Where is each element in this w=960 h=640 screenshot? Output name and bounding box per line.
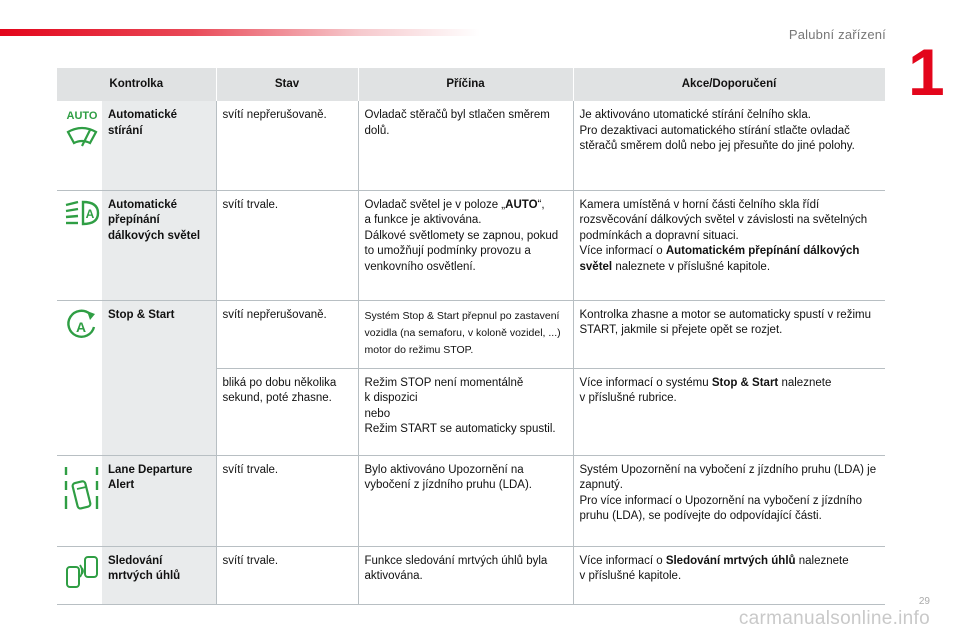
table-row xyxy=(57,455,885,546)
cause-text: Funkce sledování mrtvých úhlů byla aktivována. xyxy=(358,546,573,604)
indicator-name: Sledování mrtvých úhlů xyxy=(102,546,216,604)
action-text: Systém Upozornění na vybočení z jízdního pruhu (LDA) je zapnutý. Pro více informací o Upozornění na vybočení z jízdního pruhu (LDA), se podívejte do odpovídající části. xyxy=(573,455,885,546)
cause-text xyxy=(358,190,573,300)
chapter-number: 1 xyxy=(908,35,945,109)
state-text: svítí nepřerušovaně. xyxy=(216,300,358,368)
cause-text-part: Ovladač světel je v poloze „ xyxy=(364,198,506,211)
indicator-name: Lane Departure Alert xyxy=(102,455,216,546)
state-text: svítí nepřerušovaně. xyxy=(216,101,358,190)
blind-spot-icon xyxy=(63,554,101,590)
state-text: svítí trvale. xyxy=(216,455,358,546)
column-header-stav: Stav xyxy=(216,68,358,101)
page-number: 29 xyxy=(918,596,930,607)
section-title: Palubní zařízení xyxy=(788,27,886,42)
lane-departure-icon xyxy=(63,463,101,513)
cause-text: Režim STOP není momentálně k dispozici nebo Režim START se automaticky spustil. xyxy=(358,368,573,455)
table-header-row xyxy=(57,68,885,101)
action-text: Je aktivováno utomatické stírání čelního skla. Pro dezaktivaci automatického stírání stlačte ovladač stěračů směrem dolů nebo jej přesuňte do jiné polohy. xyxy=(573,101,885,190)
indicator-icon-cell xyxy=(57,190,102,300)
cause-text: Systém Stop & Start přepnul po zastavení vozidla (na semaforu, v koloně vozidel, ...) motor do režimu STOP. xyxy=(358,300,573,368)
indicator-table xyxy=(57,68,886,605)
action-text xyxy=(573,546,885,604)
column-header-kontrolka: Kontrolka xyxy=(57,68,216,101)
cause-text: Ovladač stěračů byl stlačen směrem dolů. xyxy=(358,101,573,190)
action-text-bold: Sledování mrtvých úhlů xyxy=(665,554,796,567)
red-accent-bar xyxy=(0,29,480,36)
auto-high-beam-icon xyxy=(63,198,101,228)
watermark-text: carmanualsonline.info xyxy=(738,608,930,629)
action-text-part: naleznete v příslušné kapitole. xyxy=(579,554,849,582)
action-text xyxy=(573,190,885,300)
table-row xyxy=(57,101,885,190)
action-text-bold: Stop & Start xyxy=(711,376,779,389)
column-header-pricina: Příčina xyxy=(358,68,573,101)
table-row xyxy=(57,190,885,300)
action-text-bold: Automatickém přepínání dálkových světel xyxy=(579,245,860,273)
svg-text:AUTO: AUTO xyxy=(66,110,98,122)
svg-text:A: A xyxy=(75,318,87,335)
action-text-part: Více informací o xyxy=(579,554,666,567)
indicator-icon-cell xyxy=(57,101,102,190)
indicator-name: Automatické stírání xyxy=(102,101,216,190)
cause-text-part: “, a funkce je aktivována. Dálkové světlomety se zapnou, pokud to umožňují podmínky provozu a venkovního osvětlení. xyxy=(364,198,559,273)
indicator-name: Automatické přepínání dálkových světel xyxy=(102,190,216,300)
action-text-part: naleznete v příslušné rubrice. xyxy=(579,376,832,404)
state-text: bliká po dobu několika sekund, poté zhasne. xyxy=(216,368,358,455)
action-text: Kontrolka zhasne a motor se automaticky spustí v režimu START, jakmile si přejete opět se rozjet. xyxy=(573,300,885,368)
state-text: svítí trvale. xyxy=(216,190,358,300)
action-text-part: Kamera umístěná v horní části čelního skla řídí rozsvěcování dálkových světel v závislosti na světelných podmínkách a dopravní situaci. Více informací o xyxy=(579,198,868,257)
auto-wiper-icon xyxy=(63,108,101,152)
action-text xyxy=(573,368,885,455)
action-text-part: Více informací o systému xyxy=(579,376,712,389)
cause-text-bold: AUTO xyxy=(505,198,538,211)
state-text: svítí trvale. xyxy=(216,546,358,604)
indicator-icon-cell xyxy=(57,455,102,546)
svg-text:A: A xyxy=(85,206,95,221)
indicator-icon-cell xyxy=(57,300,102,455)
table-row xyxy=(57,300,885,368)
indicator-name: Stop & Start xyxy=(102,300,216,455)
stop-start-icon xyxy=(63,308,99,344)
action-text-part: naleznete v příslušné kapitole. xyxy=(612,260,771,273)
table-row xyxy=(57,546,885,604)
cause-text: Bylo aktivováno Upozornění na vybočení z jízdního pruhu (LDA). xyxy=(358,455,573,546)
indicator-icon-cell xyxy=(57,546,102,604)
column-header-akce: Akce/Doporučení xyxy=(573,68,885,101)
